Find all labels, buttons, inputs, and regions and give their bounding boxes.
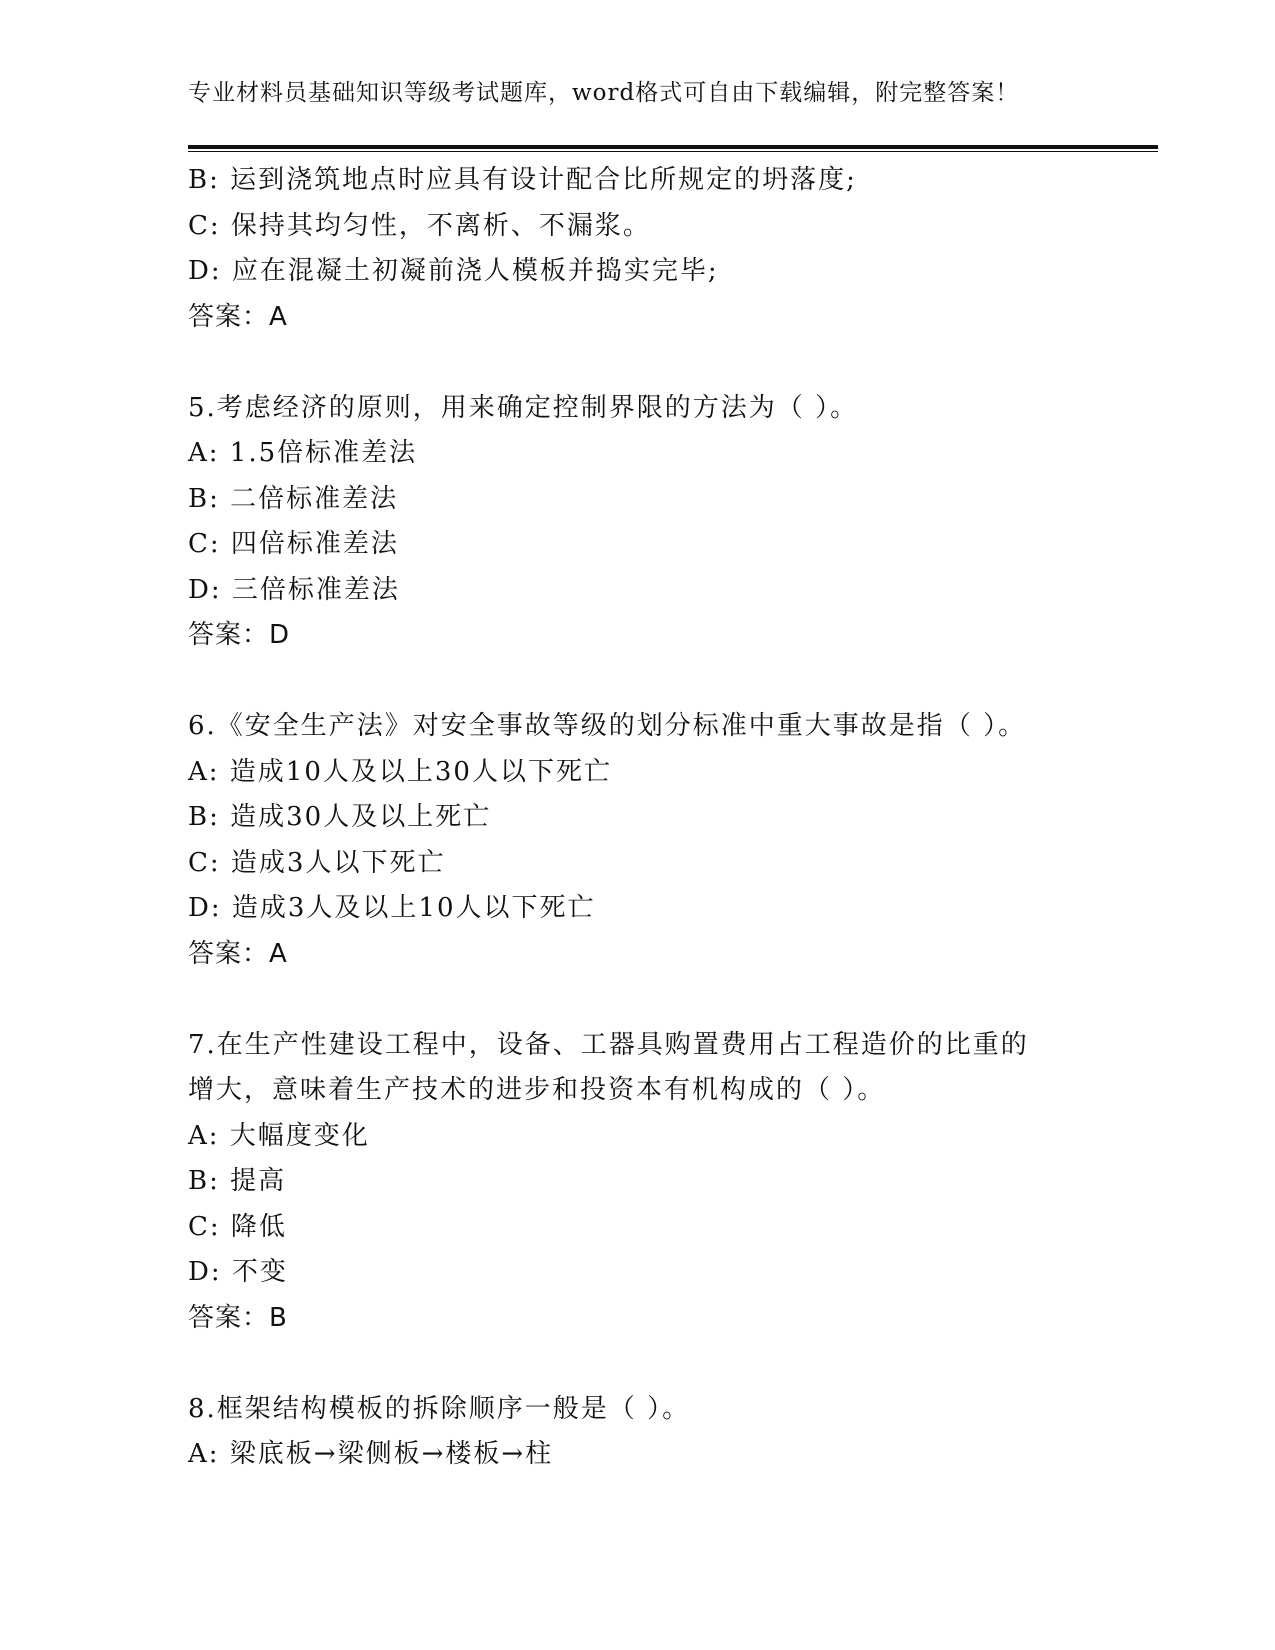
option-c: C: 降低 (188, 1211, 287, 1242)
header-divider-thin (188, 151, 1158, 152)
answer-label: 答案：B (188, 1302, 288, 1333)
option-c: C: 四倍标准差法 (188, 529, 399, 559)
question-block-4 (188, 158, 1088, 340)
question-block-7 (188, 1023, 1088, 1342)
question-stem-line-1: 7.在生产性建设工程中，设备、工器具购置费用占工程造价的比重的 (188, 1029, 1029, 1060)
option-b: B: 造成30人及以上死亡 (188, 802, 492, 832)
option-d: D: 应在混凝土初凝前浇人模板并捣实完毕; (188, 256, 719, 286)
question-list (188, 158, 1088, 1478)
option-d: D: 不变 (188, 1257, 288, 1287)
answer-label: 答案：A (188, 938, 288, 969)
question-stem: 5.考虑经济的原则，用来确定控制界限的方法为（ ）。 (188, 392, 859, 423)
answer-label: 答案：A (188, 301, 288, 332)
question-block-8 (188, 1387, 1088, 1478)
option-c: C: 保持其均匀性，不离析、不漏浆。 (188, 210, 651, 241)
option-b: B: 运到浇筑地点时应具有设计配合比所规定的坍落度; (188, 165, 857, 195)
question-stem: 8.框架结构模板的拆除顺序一般是（ ）。 (188, 1393, 691, 1424)
header-divider (188, 145, 1158, 149)
question-block-6 (188, 704, 1088, 977)
option-a: A: 1.5倍标准差法 (188, 438, 418, 468)
option-b: B: 提高 (188, 1166, 287, 1196)
option-d: D: 三倍标准差法 (188, 574, 400, 605)
question-block-5 (188, 386, 1088, 659)
page-header: 专业材料员基础知识等级考试题库，word格式可自由下载编辑，附完整答案！ (188, 80, 1020, 106)
option-a: A: 梁底板→梁侧板→楼板→柱 (188, 1439, 554, 1469)
option-b: B: 二倍标准差法 (188, 483, 399, 514)
option-d: D: 造成3人及以上10人以下死亡 (188, 893, 596, 923)
option-a: A: 大幅度变化 (188, 1120, 370, 1151)
answer-label: 答案：D (188, 620, 291, 650)
question-stem: 6.《安全生产法》对安全事故等级的划分标准中重大事故是指（ ）。 (188, 711, 1027, 741)
option-a: A: 造成10人及以上30人以下死亡 (188, 756, 612, 787)
option-c: C: 造成3人以下死亡 (188, 847, 446, 878)
question-stem-line-2: 增大，意味着生产技术的进步和投资本有机构成的（ ）。 (188, 1075, 886, 1105)
